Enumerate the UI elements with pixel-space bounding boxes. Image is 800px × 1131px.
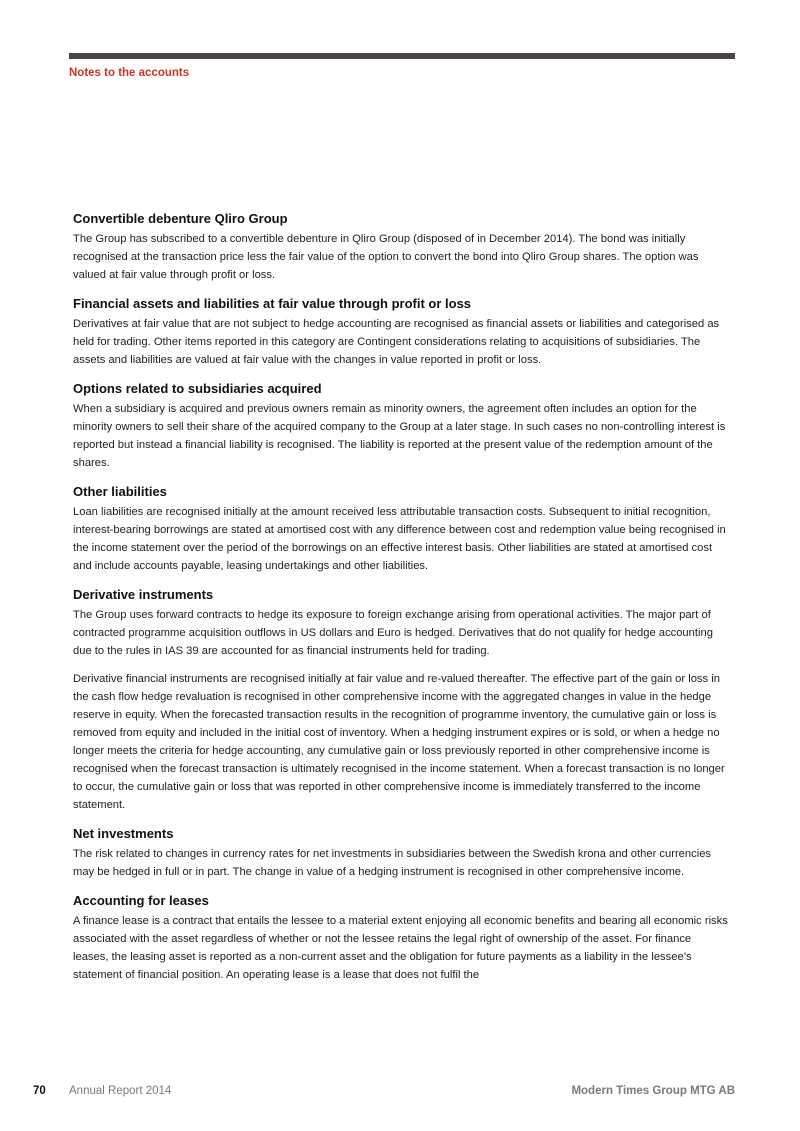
paragraph: The Group uses forward contracts to hedge its exposure to foreign exchange arising from operational activities. The major part of contracted programme acquisition outflows in US dollars and Euro is hedged. Derivatives that do not qualify for hedge accounting due to the rules in IAS 39 are accounted for as financial instruments held for trading. <box>73 609 713 657</box>
section-other-liabilities <box>73 483 728 575</box>
section-derivative-instruments <box>73 586 728 814</box>
company-name: Modern Times Group MTG AB <box>571 1085 735 1097</box>
paragraph: When a subsidiary is acquired and previous owners remain as minority owners, the agreement often includes an option for the minority owners to sell their share of the acquired company to the Group at a later stage. In such cases no non-controlling interest is reported but instead a financial liability is recognised. The liability is reported at the present value of the redemption amount of the shares. <box>73 403 726 469</box>
section-heading: Financial assets and liabilities at fair value through profit or loss <box>73 296 472 311</box>
section-options-subsidiaries <box>73 380 728 472</box>
section-heading: Net investments <box>73 826 174 841</box>
paragraph: Derivative financial instruments are recognised initially at fair value and re-valued thereafter. The effective part of the gain or loss in the cash flow hedge revaluation is recognised in other comprehensive income with the aggregated changes in value in the hedge reserve in equity. When the forecasted transaction results in the recognition of programme inventory, the cumulative gain or loss is removed from equity and included in the initial cost of inventory. When a hedging instrument expires or is sold, or when a hedge no longer meets the criteria for hedge accounting, any cumulative gain or loss previously reported in other comprehensive income is recognised when the forecast transaction is ultimately recognised in the income statement. When a forecast transaction is no longer to occur, the cumulative gain or loss that was reported in other comprehensive income is immediately transferred to the income statement. <box>73 673 725 811</box>
section-net-investments <box>73 825 728 881</box>
page-number: 70 <box>33 1085 46 1097</box>
paragraph: Loan liabilities are recognised initially at the amount received less attributable transaction costs. Subsequent to initial recognition, interest-bearing borrowings are stated at amortised cost with any difference between cost and redemption value being recognised in the income statement over the period of the borrowings on an effective interest basis. Other liabilities are stated at amortised cost and include accounts payable, leasing undertakings and other liabilities. <box>73 506 726 572</box>
notes-body <box>73 210 728 995</box>
section-fair-value <box>73 295 728 369</box>
section-heading: Options related to subsidiaries acquired <box>73 381 322 396</box>
paragraph: The Group has subscribed to a convertible debenture in Qliro Group (disposed of in December 2014). The bond was initially recognised at the transaction price less the fair value of the option to convert the bond into Qliro Group shares. The option was valued at fair value through profit or loss. <box>73 233 699 281</box>
header-rule <box>69 53 735 59</box>
section-heading: Other liabilities <box>73 484 167 499</box>
page-footer <box>33 1085 735 1097</box>
section-accounting-leases <box>73 892 728 984</box>
section-label: Notes to the accounts <box>69 67 190 79</box>
paragraph: The risk related to changes in currency rates for net investments in subsidiaries between the Swedish krona and other currencies may be hedged in full or in part. The change in value of a hedging instrument is recognised in other comprehensive income. <box>73 848 712 878</box>
section-heading: Derivative instruments <box>73 587 214 602</box>
report-title: Annual Report 2014 <box>69 1085 172 1097</box>
section-heading: Accounting for leases <box>73 893 209 908</box>
paragraph: Derivatives at fair value that are not subject to hedge accounting are recognised as financial assets or liabilities and categorised as held for trading. Other items reported in this category are Contingent considerations relating to acquisitions of subsidiaries. The assets and liabilities are valued at fair value with the changes in value reported in profit or loss. <box>73 318 720 366</box>
section-heading: Convertible debenture Qliro Group <box>73 211 288 226</box>
section-convertible-debenture <box>73 210 728 284</box>
paragraph: A finance lease is a contract that entails the lessee to a material extent enjoying all economic benefits and bearing all economic risks associated with the asset regardless of whether or not the lessee retains the legal right of ownership of the asset. For finance leases, the leasing asset is reported as a non-current asset and the obligation for future payments as a liability in the lessee’s statement of financial position. An operating lease is a lease that does not fulfil the <box>73 915 728 981</box>
